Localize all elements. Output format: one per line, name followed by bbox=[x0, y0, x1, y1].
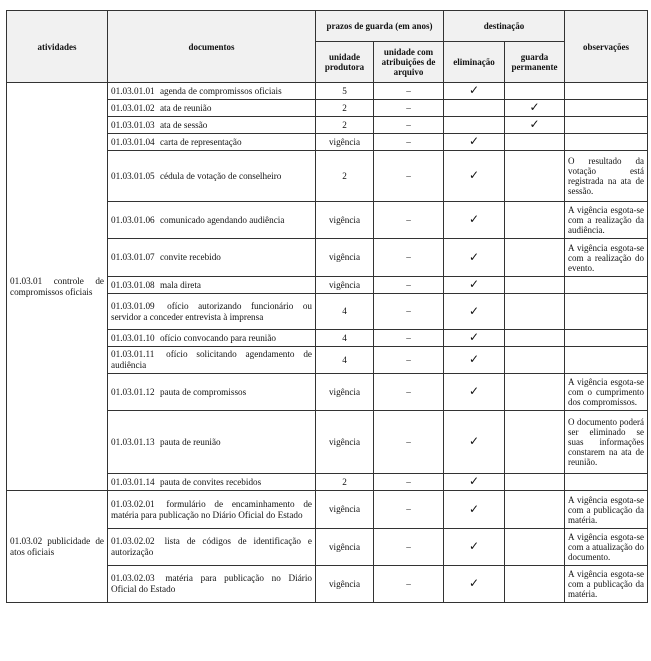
unidade-arquivo-cell: – bbox=[374, 294, 444, 330]
observacoes-cell: A vigência esgota-se com a publicação da matéria. bbox=[565, 491, 648, 529]
unidade-arquivo-cell: – bbox=[374, 277, 444, 294]
eliminacao-cell bbox=[444, 491, 505, 529]
documento-cell bbox=[108, 277, 316, 294]
unidade-arquivo-cell: – bbox=[374, 374, 444, 411]
documento-name: formulário de encaminhamento de matéria para publicação no Diário Oficial do Estado bbox=[111, 498, 313, 520]
eliminacao-cell bbox=[444, 411, 505, 474]
eliminacao-cell bbox=[444, 374, 505, 411]
header-guarda-permanente: guarda permanente bbox=[505, 42, 565, 83]
eliminacao-cell bbox=[444, 529, 505, 566]
documento-code: 01.03.02.03 bbox=[111, 573, 155, 583]
observacoes-cell: A vigência esgota-se com a publicação da matéria. bbox=[565, 566, 648, 603]
guarda-permanente-cell bbox=[505, 100, 565, 117]
check-icon: ✓ bbox=[468, 134, 480, 148]
guarda-permanente-cell bbox=[505, 202, 565, 239]
unidade-arquivo-cell: – bbox=[374, 151, 444, 202]
eliminacao-cell bbox=[444, 294, 505, 330]
observacoes-cell bbox=[565, 474, 648, 491]
documento-name: convite recebido bbox=[159, 252, 221, 262]
unidade-produtora-cell: 2 bbox=[316, 117, 374, 134]
documento-code: 01.03.01.11 bbox=[111, 349, 155, 359]
unidade-produtora-cell: 4 bbox=[316, 294, 374, 330]
guarda-permanente-cell bbox=[505, 529, 565, 566]
guarda-permanente-cell bbox=[505, 239, 565, 277]
guarda-permanente-cell bbox=[505, 294, 565, 330]
documento-code: 01.03.01.05 bbox=[111, 170, 155, 181]
eliminacao-cell bbox=[444, 566, 505, 603]
unidade-arquivo-cell: – bbox=[374, 411, 444, 474]
header-eliminacao: eliminação bbox=[444, 42, 505, 83]
documento-code: 01.03.02.02 bbox=[111, 536, 155, 546]
unidade-arquivo-cell: – bbox=[374, 134, 444, 151]
documento-code: 01.03.01.02 bbox=[111, 102, 155, 113]
check-icon: ✓ bbox=[468, 83, 480, 97]
unidade-arquivo-cell: – bbox=[374, 347, 444, 374]
unidade-produtora-cell: 5 bbox=[316, 83, 374, 100]
documento-cell bbox=[108, 374, 316, 411]
documento-name: ofício solicitando agendamento de audiência bbox=[111, 349, 312, 370]
check-icon: ✓ bbox=[468, 212, 480, 226]
observacoes-cell bbox=[565, 294, 648, 330]
documento-name: carta de representação bbox=[159, 136, 242, 147]
guarda-permanente-cell bbox=[505, 347, 565, 374]
check-icon: ✓ bbox=[529, 117, 540, 131]
eliminacao-cell bbox=[444, 202, 505, 239]
documento-name: pauta de convites recebidos bbox=[159, 476, 262, 487]
table-body bbox=[7, 83, 648, 603]
documento-cell bbox=[108, 294, 316, 330]
documento-name: agenda de compromissos oficiais bbox=[159, 85, 282, 96]
documento-name: ata de sessão bbox=[159, 119, 208, 130]
eliminacao-cell bbox=[444, 239, 505, 277]
guarda-permanente-cell bbox=[505, 83, 565, 100]
documento-code: 01.03.01.08 bbox=[111, 279, 155, 290]
documento-name: matéria para publicação no Diário Oficial do Estado bbox=[111, 573, 313, 594]
documento-name: ofício autorizando funcionário ou servidor a conceder entrevista à imprensa bbox=[111, 300, 313, 322]
check-icon: ✓ bbox=[468, 434, 480, 448]
documento-cell bbox=[108, 202, 316, 239]
unidade-arquivo-cell: – bbox=[374, 117, 444, 134]
atividade-cell: 01.03.01 controle de compromissos oficiais bbox=[7, 83, 108, 491]
check-icon: ✓ bbox=[468, 303, 480, 318]
observacoes-cell bbox=[565, 277, 648, 294]
observacoes-cell: O documento poderá ser eliminado se suas informações constarem na ata de reunião. bbox=[565, 411, 648, 474]
guarda-permanente-cell bbox=[505, 474, 565, 491]
unidade-produtora-cell: vigência bbox=[316, 566, 374, 603]
unidade-produtora-cell: 2 bbox=[316, 100, 374, 117]
documento-cell bbox=[108, 83, 316, 100]
observacoes-cell: A vigência esgota-se com a realização do evento. bbox=[565, 239, 648, 277]
documento-code: 01.03.01.04 bbox=[111, 136, 155, 147]
unidade-arquivo-cell: – bbox=[374, 491, 444, 529]
table-row bbox=[7, 491, 648, 529]
guarda-permanente-cell bbox=[505, 330, 565, 347]
documento-cell bbox=[108, 529, 316, 566]
unidade-produtora-cell: vigência bbox=[316, 239, 374, 277]
documento-cell bbox=[108, 411, 316, 474]
documento-name: pauta de reunião bbox=[159, 436, 221, 447]
guarda-permanente-cell bbox=[505, 117, 565, 134]
guarda-permanente-cell bbox=[505, 411, 565, 474]
unidade-arquivo-cell: – bbox=[374, 474, 444, 491]
documento-code: 01.03.01.01 bbox=[111, 85, 155, 96]
documento-cell bbox=[108, 117, 316, 134]
eliminacao-cell bbox=[444, 474, 505, 491]
documento-code: 01.03.01.13 bbox=[111, 436, 155, 447]
documento-code: 01.03.01.06 bbox=[111, 214, 155, 225]
check-icon: ✓ bbox=[468, 352, 480, 366]
unidade-produtora-cell: 4 bbox=[316, 347, 374, 374]
documento-name: ata de reunião bbox=[159, 102, 212, 113]
atividade-cell: 01.03.02 publicidade de atos oficiais bbox=[7, 491, 108, 603]
unidade-produtora-cell: 2 bbox=[316, 474, 374, 491]
documento-cell bbox=[108, 566, 316, 603]
observacoes-cell: O resultado da votação está registrada na ata de sessão. bbox=[565, 151, 648, 202]
documento-cell bbox=[108, 474, 316, 491]
unidade-produtora-cell: vigência bbox=[316, 529, 374, 566]
documento-cell bbox=[108, 151, 316, 202]
unidade-produtora-cell: vigência bbox=[316, 374, 374, 411]
documento-code: 01.03.01.14 bbox=[111, 476, 155, 487]
unidade-produtora-cell: 4 bbox=[316, 330, 374, 347]
documento-code: 01.03.01.12 bbox=[111, 386, 155, 397]
observacoes-cell: A vigência esgota-se com o cumprimento dos compromissos. bbox=[565, 374, 648, 411]
observacoes-cell bbox=[565, 330, 648, 347]
check-icon: ✓ bbox=[468, 384, 480, 398]
unidade-arquivo-cell: – bbox=[374, 566, 444, 603]
observacoes-cell: A vigência esgota-se com a realização da audiência. bbox=[565, 202, 648, 239]
documento-cell bbox=[108, 239, 316, 277]
eliminacao-cell bbox=[444, 330, 505, 347]
documento-cell bbox=[108, 330, 316, 347]
header-atividades: atividades bbox=[7, 11, 108, 83]
unidade-produtora-cell: vigência bbox=[316, 134, 374, 151]
documento-cell bbox=[108, 347, 316, 374]
guarda-permanente-cell bbox=[505, 566, 565, 603]
documento-cell bbox=[108, 100, 316, 117]
header-unidade-arquivo: unidade com atribuições de arquivo bbox=[374, 42, 444, 83]
unidade-arquivo-cell: – bbox=[374, 202, 444, 239]
check-icon: ✓ bbox=[468, 539, 480, 553]
eliminacao-cell bbox=[444, 134, 505, 151]
check-icon: ✓ bbox=[468, 168, 480, 182]
documento-name: pauta de compromissos bbox=[159, 386, 247, 397]
documento-name: ofício convocando para reunião bbox=[159, 332, 277, 343]
retention-schedule-table bbox=[6, 10, 648, 603]
check-icon: ✓ bbox=[529, 100, 540, 114]
observacoes-cell: A vigência esgota-se com a atualização do documento. bbox=[565, 529, 648, 566]
unidade-produtora-cell: vigência bbox=[316, 277, 374, 294]
table-header bbox=[7, 11, 648, 83]
guarda-permanente-cell bbox=[505, 151, 565, 202]
documento-name: mala direta bbox=[159, 279, 202, 290]
header-prazos: prazos de guarda (em anos) bbox=[316, 11, 444, 42]
guarda-permanente-cell bbox=[505, 374, 565, 411]
guarda-permanente-cell bbox=[505, 277, 565, 294]
observacoes-cell bbox=[565, 100, 648, 117]
unidade-produtora-cell: vigência bbox=[316, 411, 374, 474]
observacoes-cell bbox=[565, 117, 648, 134]
unidade-arquivo-cell: – bbox=[374, 100, 444, 117]
header-observacoes: observações bbox=[565, 11, 648, 83]
eliminacao-cell bbox=[444, 277, 505, 294]
documento-cell bbox=[108, 134, 316, 151]
check-icon: ✓ bbox=[468, 501, 480, 516]
documento-name: lista de códigos de identificação e autorização bbox=[111, 536, 312, 557]
header-unidade-produtora: unidade produtora bbox=[316, 42, 374, 83]
check-icon: ✓ bbox=[468, 277, 480, 291]
documento-code: 01.03.01.07 bbox=[111, 252, 155, 262]
observacoes-cell bbox=[565, 134, 648, 151]
observacoes-cell bbox=[565, 347, 648, 374]
check-icon: ✓ bbox=[468, 249, 480, 264]
documento-code: 01.03.01.09 bbox=[111, 300, 155, 311]
eliminacao-cell bbox=[444, 151, 505, 202]
documento-name: cédula de votação de conselheiro bbox=[159, 170, 282, 181]
header-destinacao: destinação bbox=[444, 11, 565, 42]
documento-cell bbox=[108, 491, 316, 529]
unidade-produtora-cell: 2 bbox=[316, 151, 374, 202]
eliminacao-cell bbox=[444, 83, 505, 100]
guarda-permanente-cell bbox=[505, 491, 565, 529]
observacoes-cell bbox=[565, 83, 648, 100]
eliminacao-cell bbox=[444, 347, 505, 374]
document-page bbox=[6, 10, 647, 603]
eliminacao-cell bbox=[444, 100, 505, 117]
documento-code: 01.03.01.03 bbox=[111, 119, 155, 130]
table-row bbox=[7, 83, 648, 100]
unidade-produtora-cell: vigência bbox=[316, 202, 374, 239]
check-icon: ✓ bbox=[468, 576, 480, 590]
unidade-arquivo-cell: – bbox=[374, 83, 444, 100]
header-documentos: documentos bbox=[108, 11, 316, 83]
unidade-arquivo-cell: – bbox=[374, 330, 444, 347]
guarda-permanente-cell bbox=[505, 134, 565, 151]
check-icon: ✓ bbox=[468, 330, 480, 344]
unidade-arquivo-cell: – bbox=[374, 529, 444, 566]
eliminacao-cell bbox=[444, 117, 505, 134]
unidade-arquivo-cell: – bbox=[374, 239, 444, 277]
documento-code: 01.03.01.10 bbox=[111, 332, 155, 343]
check-icon: ✓ bbox=[468, 474, 480, 488]
unidade-produtora-cell: vigência bbox=[316, 491, 374, 529]
documento-code: 01.03.02.01 bbox=[111, 498, 155, 509]
documento-name: comunicado agendando audiência bbox=[159, 214, 285, 225]
